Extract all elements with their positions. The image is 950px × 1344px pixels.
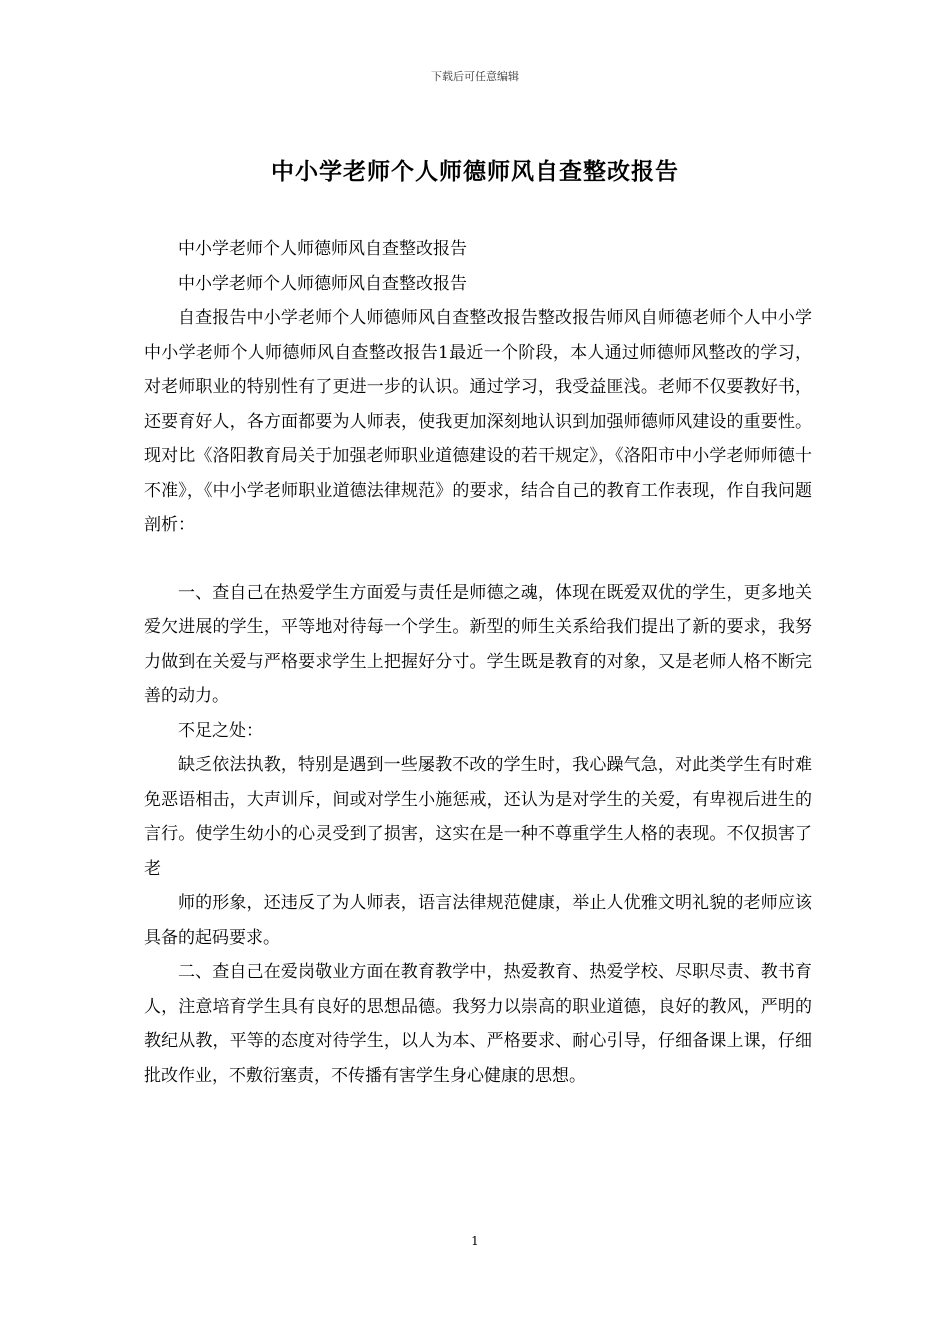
page-number: 1 [471,1234,479,1248]
page-header-note: 下载后可任意编辑 [431,70,519,83]
body-paragraph: 自查报告中小学老师个人师德师风自查整改报告整改报告师风自师德老师个人中小学中小学老师个人师德师风自查整改报告1最近一个阶段，本人通过师德师风整改的学习，对老师职业的特别性有了更进一步的认识。通过学习，我受益匪浅。老师不仅要教好书，还要育好人，各方面都要为人师表，使我更加深刻地认识到加强师德师风建设的重要性。现对比《洛阳教育局关于加强老师职业道德建设的若干规定》，《洛阳市中小学老师师德十不准》，《中小学老师职业道德法律规范》的要求，结合自己的教育工作表现，作自我问题剖析： [144,308,812,535]
document-title: 中小学老师个人师德师风自查整改报告 [271,158,679,185]
body-paragraph: 二、查自己在爱岗敬业方面在教育教学中，热爱教育、热爱学校、尽职尽责、教书育人，注意培育学生具有良好的思想品德。我努力以崇高的职业道德，良好的教风，严明的教纪从教，平等的态度对待学生，以人为本、严格要求、耐心引导，仔细备课上课，仔细批改作业，不敷衍塞责，不传播有害学生身心健康的思想。 [144,962,812,1086]
document-body [144,232,812,1093]
body-paragraph: 缺乏依法执教，特别是遇到一些屡教不改的学生时，我心躁气急，对此类学生有时难免恶语相击，大声训斥，间或对学生小施惩戒，还认为是对学生的关爱，有卑视后进生的言行。使学生幼小的心灵受到了损害，这实在是一种不尊重学生人格的表现。不仅损害了老 [144,755,812,879]
body-paragraph: 中小学老师个人师德师风自查整改报告 [178,239,467,259]
body-paragraph: 师的形象，还违反了为人师表，语言法律规范健康，举止人优雅文明礼貌的老师应该具备的起码要求。 [144,893,812,948]
body-paragraph: 一、查自己在热爱学生方面爱与责任是师德之魂，体现在既爱双优的学生，更多地关爱欠进展的学生，平等地对待每一个学生。新型的师生关系给我们提出了新的要求，我努力做到在关爱与严格要求学生上把握好分寸。学生既是教育的对象，又是老师人格不断完善的动力。 [144,582,812,706]
body-paragraph: 中小学老师个人师德师风自查整改报告 [178,273,467,294]
body-paragraph: 不足之处： [178,720,263,741]
